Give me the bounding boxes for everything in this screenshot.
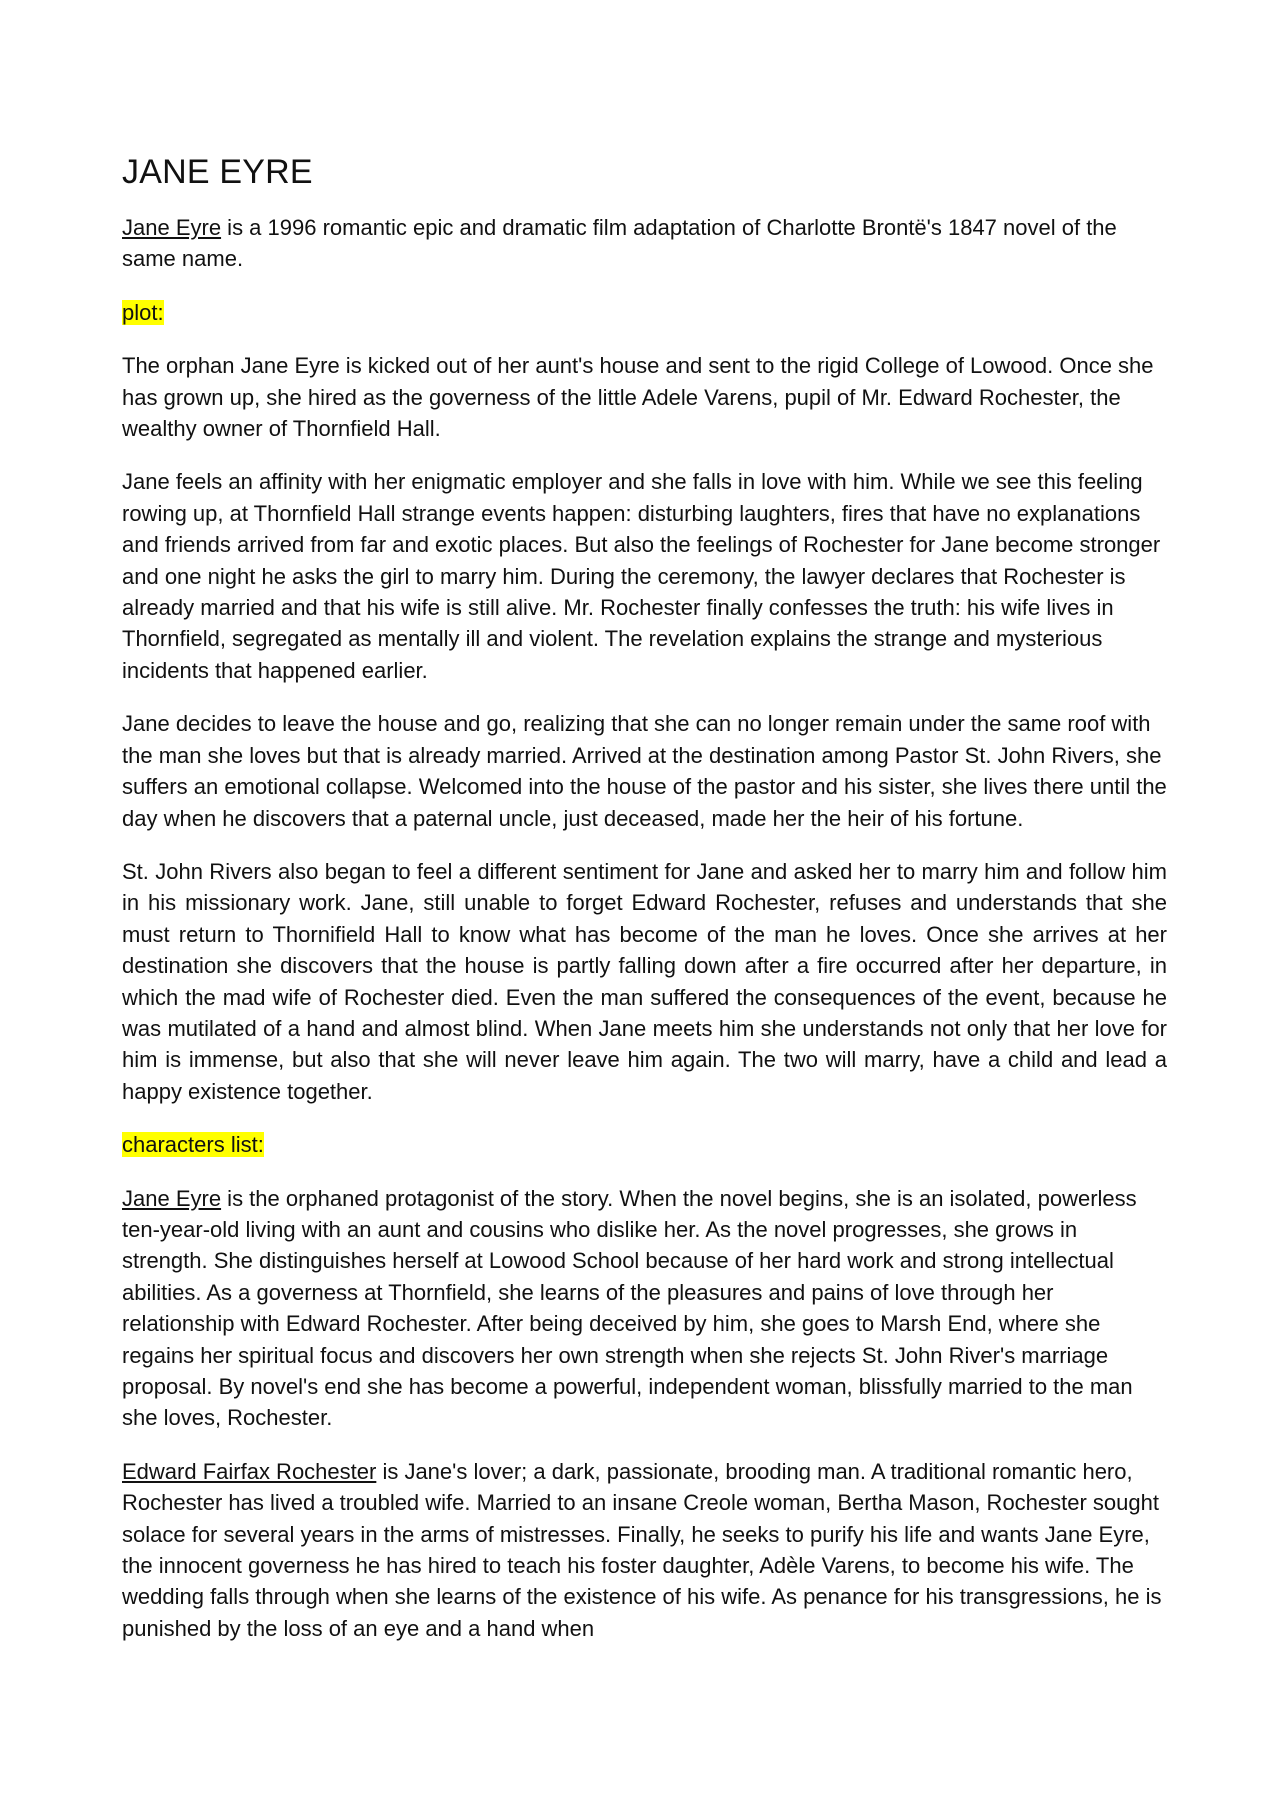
character-jane-paragraph [122,1183,1167,1434]
character-jane-text: is the orphaned protagonist of the story. When the novel begins, she is an isolated, powerless ten-year-old living with an aunt and cousins who dislike her. As the novel progresses, she grows in strength. She distinguishes herself at Lowood School because of her hard work and strong intellectual abilities. As a governess at Thornfield, she learns of the pleasures and pains of love through her relationship with Edward Rochester. After being deceived by him, she goes to Marsh End, where she regains her spiritual focus and discovers her own strength when she rejects St. John River's marriage proposal. By novel's end she has become a powerful, independent woman, blissfully married to the man she loves, Rochester. [122,1185,1137,1431]
document-page [122,150,1167,1666]
plot-paragraph-2: Jane feels an affinity with her enigmatic employer and she falls in love with him. While we see this feeling rowing up, at Thornfield Hall strange events happen: disturbing laughters, fires that have no explanations and friends arrived from far and exotic places. But also the feelings of Rochester for Jane become stronger and one night he asks the girl to marry him. During the ceremony, the lawyer declares that Rochester is already married and that his wife is still alive. Mr. Rochester finally confesses the truth: his wife lives in Thornfield, segregated as mentally ill and violent. The revelation explains the strange and mysterious incidents that happened earlier. [122,469,1161,683]
plot-paragraph-1: The orphan Jane Eyre is kicked out of her aunt's house and sent to the rigid College of Lowood. Once she has grown up, she hired as the governess of the little Adele Varens, pupil of Mr. Edward Rochester, the wealthy owner of Thornfield Hall. [122,353,1154,442]
character-rochester-text: is Jane's lover; a dark, passionate, brooding man. A traditional romantic hero, Rochester has lived a troubled wife. Married to an insane Creole woman, Bertha Mason, Rochester sought solace for several years in the arms of mistresses. Finally, he seeks to purify his life and wants Jane Eyre, the innocent governess he has hired to teach his foster daughter, Adèle Varens, to become his wife. The wedding falls through when she learns of the existence of his wife. As penance for his transgressions, he is punished by the loss of an eye and a hand when [122,1458,1162,1641]
characters-heading-text: characters list: [122,1132,264,1158]
intro-paragraph [122,212,1167,275]
intro-text: is a 1996 romantic epic and dramatic film adaptation of Charlotte Brontë's 1847 novel of the same name. [122,215,1117,272]
plot-heading-text: plot: [122,299,164,325]
document-title: JANE EYRE [122,153,313,191]
character-rochester-paragraph [122,1456,1167,1644]
character-rochester-link[interactable]: Edward Fairfax Rochester [122,1458,377,1484]
plot-paragraph-3: Jane decides to leave the house and go, realizing that she can no longer remain under the same roof with the man she loves but that is already married. Arrived at the destination among Pastor St. John Rivers, she suffers an emotional collapse. Welcomed into the house of the pastor and his sister, she lives there until the day when he discovers that a paternal uncle, just deceased, made her the heir of his fortune. [122,711,1167,831]
character-jane-link[interactable]: Jane Eyre [122,1185,222,1211]
intro-title-link[interactable]: Jane Eyre [122,215,222,240]
characters-heading [122,1129,1167,1160]
plot-heading [122,297,1167,328]
plot-paragraph-4: St. John Rivers also began to feel a different sentiment for Jane and asked her to marry him and follow him in his missionary work. Jane, still unable to forget Edward Rochester, refuses and understands that she must return to Thornifield Hall to know what has become of the man he loves. Once she arrives at her destination she discovers that the house is partly falling down after a fire occurred after her departure, in which the mad wife of Rochester died. Even the man suffered the consequences of the event, because he was mutilated of a hand and almost blind. When Jane meets him she understands not only that her love for him is immense, but also that she will never leave him again. The two will marry, have a child and lead a happy existence together. [122,858,1167,1104]
